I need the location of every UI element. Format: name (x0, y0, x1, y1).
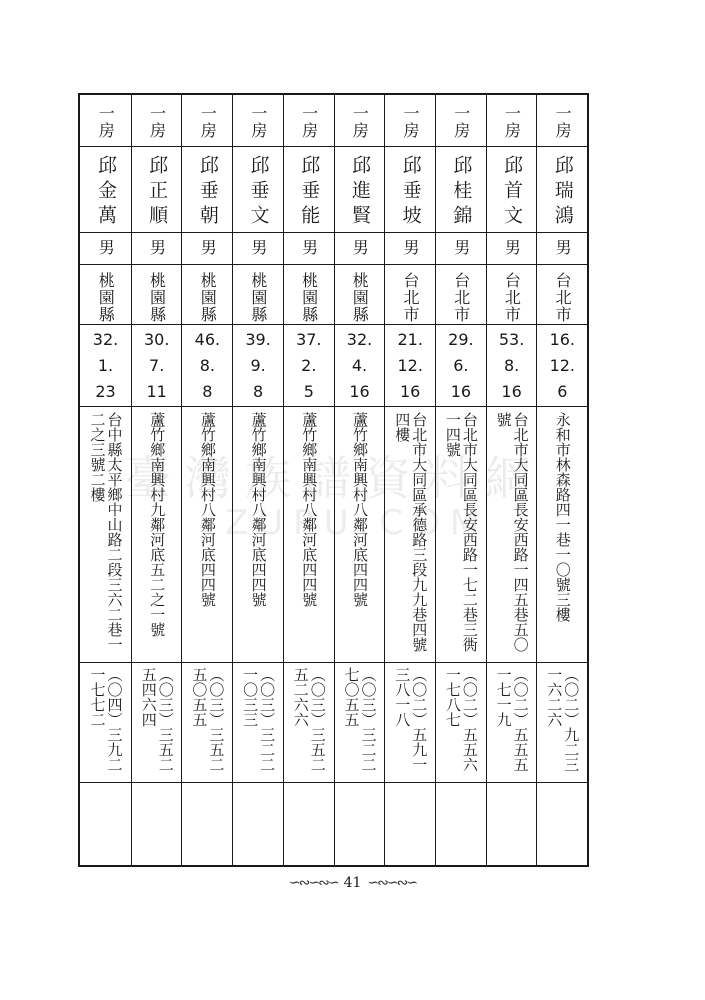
member-name: 邱桂錦 (450, 155, 473, 230)
dob-day: 8 (253, 382, 264, 401)
dob-month: 12. (549, 356, 576, 375)
dob-year: 39. (245, 330, 271, 349)
member-name: 邱進賢 (348, 155, 371, 230)
member-name: 邱垂坡 (399, 155, 422, 230)
branch-label: 一房 (553, 105, 573, 139)
sex-label: 男 (248, 239, 268, 256)
sex-label: 男 (502, 239, 522, 256)
county-label: 桃園縣 (299, 272, 319, 323)
dob-month: 4. (351, 356, 368, 375)
dob-year: 30. (143, 330, 170, 349)
county-label: 桃園縣 (147, 272, 167, 323)
phone-text: （〇三）三二二一〇三三 (241, 667, 277, 772)
address-text: 蘆竹鄉南興村八鄰河底四四號 (249, 412, 268, 607)
dob-day: 16 (400, 382, 421, 401)
phone-text: （〇三）三五二五四六四 (139, 667, 175, 772)
sex-label: 男 (350, 239, 370, 256)
county-label: 台北市 (502, 272, 522, 323)
address-text: 台中縣太平鄉中山路二段三六二巷一二之三號二樓 (88, 412, 124, 652)
address-text: 蘆竹鄉南興村八鄰河底四四號 (198, 412, 217, 607)
sex-label: 男 (198, 239, 218, 256)
dob-year: 21. (397, 330, 423, 349)
watermark-latin: ZUPU.COM (225, 503, 490, 543)
record-column (181, 95, 232, 865)
dob-year: 46. (194, 330, 221, 349)
dob-year: 29. (448, 330, 474, 349)
branch-label: 一房 (248, 105, 268, 139)
county-label: 台北市 (451, 272, 471, 323)
address-text: 台北市大同區長安西路一七二巷三衖一四號 (443, 412, 479, 652)
phone-text: （〇二）五五五一七一九 (494, 667, 530, 772)
member-name: 邱垂朝 (196, 155, 219, 230)
sex-label: 男 (553, 239, 573, 256)
phone-text: （〇三）三五二五二六六 (291, 667, 327, 772)
member-name: 邱垂文 (247, 155, 270, 230)
dob-year: 37. (296, 330, 322, 349)
phone-text: （〇三）三二二七〇五五 (342, 667, 378, 772)
record-column (131, 95, 182, 865)
record-column (334, 95, 385, 865)
member-name: 邱瑞鴻 (551, 155, 574, 230)
record-column (384, 95, 435, 865)
address-text: 永和市林森路四一巷一〇號三樓 (553, 412, 572, 622)
record-column (80, 95, 131, 865)
branch-label: 一房 (451, 105, 471, 139)
dob-month: 6. (453, 356, 469, 375)
sex-label: 男 (400, 239, 420, 256)
phone-text: （〇三）三五二五〇五五 (190, 667, 226, 772)
member-name: 邱金萬 (94, 155, 117, 230)
dob-year: 32. (92, 330, 119, 349)
address-text: 蘆竹鄉南興村九鄰河底五二之一號 (148, 412, 167, 637)
dob-month: 2. (301, 356, 317, 375)
watermark-chinese: 臺灣族譜資料網 (125, 451, 545, 505)
county-label: 台北市 (400, 272, 420, 323)
dob-month: 8. (199, 356, 216, 375)
county-label: 桃園縣 (198, 272, 218, 323)
dob-year: 53. (498, 330, 525, 349)
county-label: 桃園縣 (96, 272, 116, 323)
page-number: 41 (343, 875, 362, 891)
branch-label: 一房 (400, 105, 420, 139)
county-label: 桃園縣 (248, 272, 268, 323)
dob-day: 23 (95, 382, 116, 401)
dob-day: 5 (303, 382, 314, 401)
dob-day: 16 (349, 382, 370, 401)
left-ornament-icon: ∽∾∽∾∽ (288, 875, 338, 891)
branch-label: 一房 (502, 105, 522, 139)
record-column (283, 95, 334, 865)
phone-text: （〇二）五九一三八一八 (393, 667, 429, 772)
branch-label: 一房 (299, 105, 319, 139)
dob-day: 6 (557, 382, 568, 401)
phone-text: （〇四）三九二一七七二 (88, 667, 124, 772)
dob-month: 12. (397, 356, 423, 375)
sex-label: 男 (147, 239, 167, 256)
dob-month: 1. (97, 356, 114, 375)
address-text: 台北市大同區長安西路一四五巷五〇號 (494, 412, 530, 652)
branch-label: 一房 (198, 105, 218, 139)
member-name: 邱垂能 (298, 155, 321, 230)
phone-text: （〇二）五五六一七八七 (443, 667, 479, 772)
phone-text: （〇二）九二三一六二六 (545, 667, 581, 772)
dob-day: 11 (146, 382, 167, 401)
dob-day: 8 (202, 382, 213, 401)
county-label: 桃園縣 (350, 272, 370, 323)
member-name: 邱正順 (146, 155, 169, 230)
record-column (435, 95, 486, 865)
branch-label: 一房 (350, 105, 370, 139)
address-text: 蘆竹鄉南興村八鄰河底四四號 (300, 412, 319, 607)
dob-year: 32. (346, 330, 373, 349)
dob-month: 9. (250, 356, 266, 375)
dob-year: 16. (549, 330, 576, 349)
dob-day: 16 (501, 382, 522, 401)
page-footer (225, 873, 480, 893)
right-ornament-icon: ∽∾∽∾∽ (367, 875, 417, 891)
dob-month: 8. (503, 356, 520, 375)
record-column (232, 95, 283, 865)
address-text: 台北市大同區承德路三段九九巷四號四樓 (393, 412, 429, 652)
dob-day: 16 (450, 382, 472, 401)
sex-label: 男 (96, 239, 116, 256)
address-text: 蘆竹鄉南興村八鄰河底四四號 (351, 412, 369, 607)
record-column (536, 95, 587, 865)
county-label: 台北市 (553, 272, 573, 323)
dob-month: 7. (149, 356, 165, 375)
genealogy-table (78, 93, 589, 867)
member-name: 邱首文 (501, 155, 524, 230)
record-column (486, 95, 537, 865)
sex-label: 男 (451, 239, 471, 256)
branch-label: 一房 (147, 105, 167, 139)
branch-label: 一房 (96, 105, 116, 139)
sex-label: 男 (299, 239, 319, 256)
